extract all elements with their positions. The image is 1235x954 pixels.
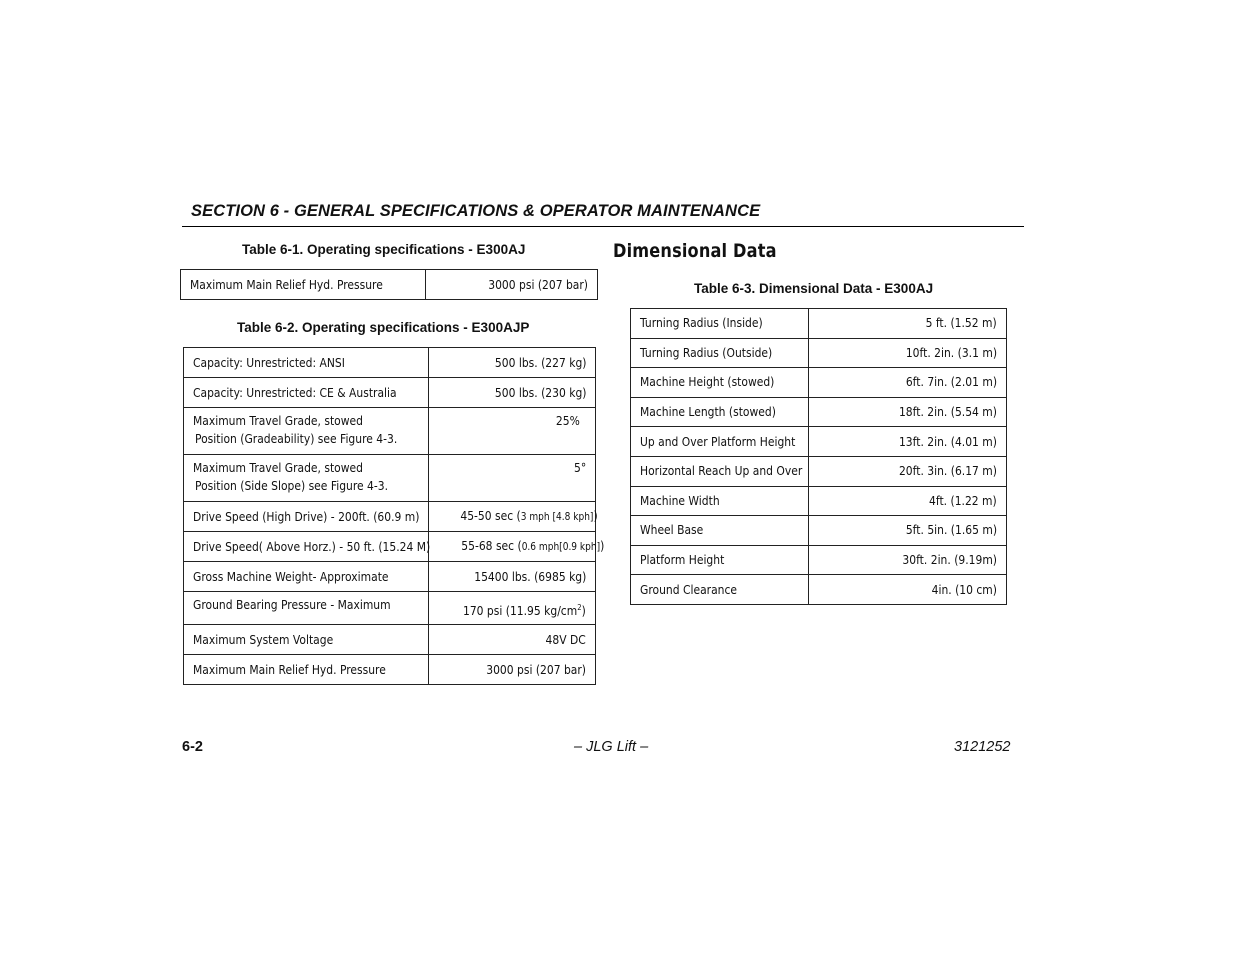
spec-label: Maximum Travel Grade, stowed Position (Side Slope) see Figure 4-3. (184, 455, 429, 502)
dimension-label: Machine Length (stowed) (631, 397, 809, 427)
spec-label: Gross Machine Weight- Approximate (184, 562, 429, 592)
spec-value: 25% (429, 408, 596, 455)
spec-value: 500 lbs. (230 kg) (429, 378, 596, 408)
table-row (184, 408, 596, 455)
table-row (184, 455, 596, 502)
dimension-label: Turning Radius (Inside) (631, 309, 809, 339)
dimension-label: Turning Radius (Outside) (631, 338, 809, 368)
table-row (631, 309, 1007, 339)
dimension-value: 10ft. 2in. (3.1 m) (809, 338, 1007, 368)
dimension-label: Platform Height (631, 545, 809, 575)
table-6-2 (183, 347, 605, 685)
dimension-value: 30ft. 2in. (9.19m) (809, 545, 1007, 575)
spec-label: Maximum System Voltage (184, 625, 429, 655)
spec-value: 500 lbs. (227 kg) (429, 348, 596, 378)
table-row (184, 532, 596, 562)
spec-value: 45-50 sec (3 mph [4.8 kph]) (429, 502, 596, 532)
spec-value: 5° (429, 455, 596, 502)
spec-label: Ground Bearing Pressure - Maximum (184, 592, 429, 625)
spec-value: 55-68 sec (0.6 mph[0.9 kph]) (429, 532, 596, 562)
table-row (631, 338, 1007, 368)
table-row (181, 270, 598, 300)
spec-value: 3000 psi (207 bar) (426, 270, 598, 300)
table-row (631, 486, 1007, 516)
table-6-3 (630, 308, 1007, 605)
dimension-label: Machine Height (stowed) (631, 368, 809, 398)
dimensional-data-title: Dimensional Data (613, 240, 777, 262)
table-row (631, 397, 1007, 427)
dimension-value: 5 ft. (1.52 m) (809, 309, 1007, 339)
spec-value: 15400 lbs. (6985 kg) (429, 562, 596, 592)
spec-label: Maximum Main Relief Hyd. Pressure (181, 270, 426, 300)
dimension-label: Wheel Base (631, 516, 809, 546)
dimension-value: 4in. (10 cm) (809, 575, 1007, 605)
footer-publisher: – JLG Lift – (574, 739, 649, 755)
header-rule (182, 226, 1024, 227)
table-row (184, 562, 596, 592)
table-row (631, 575, 1007, 605)
table-row (631, 516, 1007, 546)
table-6-3-caption: Table 6-3. Dimensional Data - E300AJ (694, 281, 934, 296)
page-number: 6-2 (182, 739, 203, 755)
spec-value: 3000 psi (207 bar) (429, 655, 596, 685)
spec-label: Capacity: Unrestricted: ANSI (184, 348, 429, 378)
dimension-value: 5ft. 5in. (1.65 m) (809, 516, 1007, 546)
table-6-2-caption: Table 6-2. Operating specifications - E300AJP (237, 320, 530, 335)
spec-label: Maximum Travel Grade, stowed Position (Gradeability) see Figure 4-3. (184, 408, 429, 455)
section-header: SECTION 6 - GENERAL SPECIFICATIONS & OPERATOR MAINTENANCE (191, 202, 761, 220)
dimension-value: 13ft. 2in. (4.01 m) (809, 427, 1007, 457)
spec-label: Drive Speed (High Drive) - 200ft. (60.9 m) (184, 502, 429, 532)
table-row (184, 592, 596, 625)
dimension-value: 4ft. (1.22 m) (809, 486, 1007, 516)
document-number: 3121252 (954, 739, 1011, 755)
table-row (631, 456, 1007, 486)
dimension-label: Machine Width (631, 486, 809, 516)
table-row (631, 545, 1007, 575)
table-row (631, 368, 1007, 398)
table-row (631, 427, 1007, 457)
spec-value: 48V DC (429, 625, 596, 655)
dimension-value: 6ft. 7in. (2.01 m) (809, 368, 1007, 398)
spec-label: Capacity: Unrestricted: CE & Australia (184, 378, 429, 408)
spec-label: Maximum Main Relief Hyd. Pressure (184, 655, 429, 685)
dimension-label: Ground Clearance (631, 575, 809, 605)
table-row (184, 655, 596, 685)
spec-value: 170 psi (11.95 $kg/cm^2$) (429, 592, 596, 625)
dimension-label: Up and Over Platform Height (631, 427, 809, 457)
dimension-value: 18ft. 2in. (5.54 m) (809, 397, 1007, 427)
table-row (184, 502, 596, 532)
dimension-label: Horizontal Reach Up and Over (631, 456, 809, 486)
dimension-value: 20ft. 3in. (6.17 m) (809, 456, 1007, 486)
table-6-1 (180, 269, 598, 300)
table-6-1-caption: Table 6-1. Operating specifications - E300AJ (242, 242, 526, 257)
spec-label: Drive Speed( Above Horz.) - 50 ft. (15.24 M) (184, 532, 429, 562)
table-row (184, 348, 596, 378)
table-row (184, 625, 596, 655)
table-row (184, 378, 596, 408)
